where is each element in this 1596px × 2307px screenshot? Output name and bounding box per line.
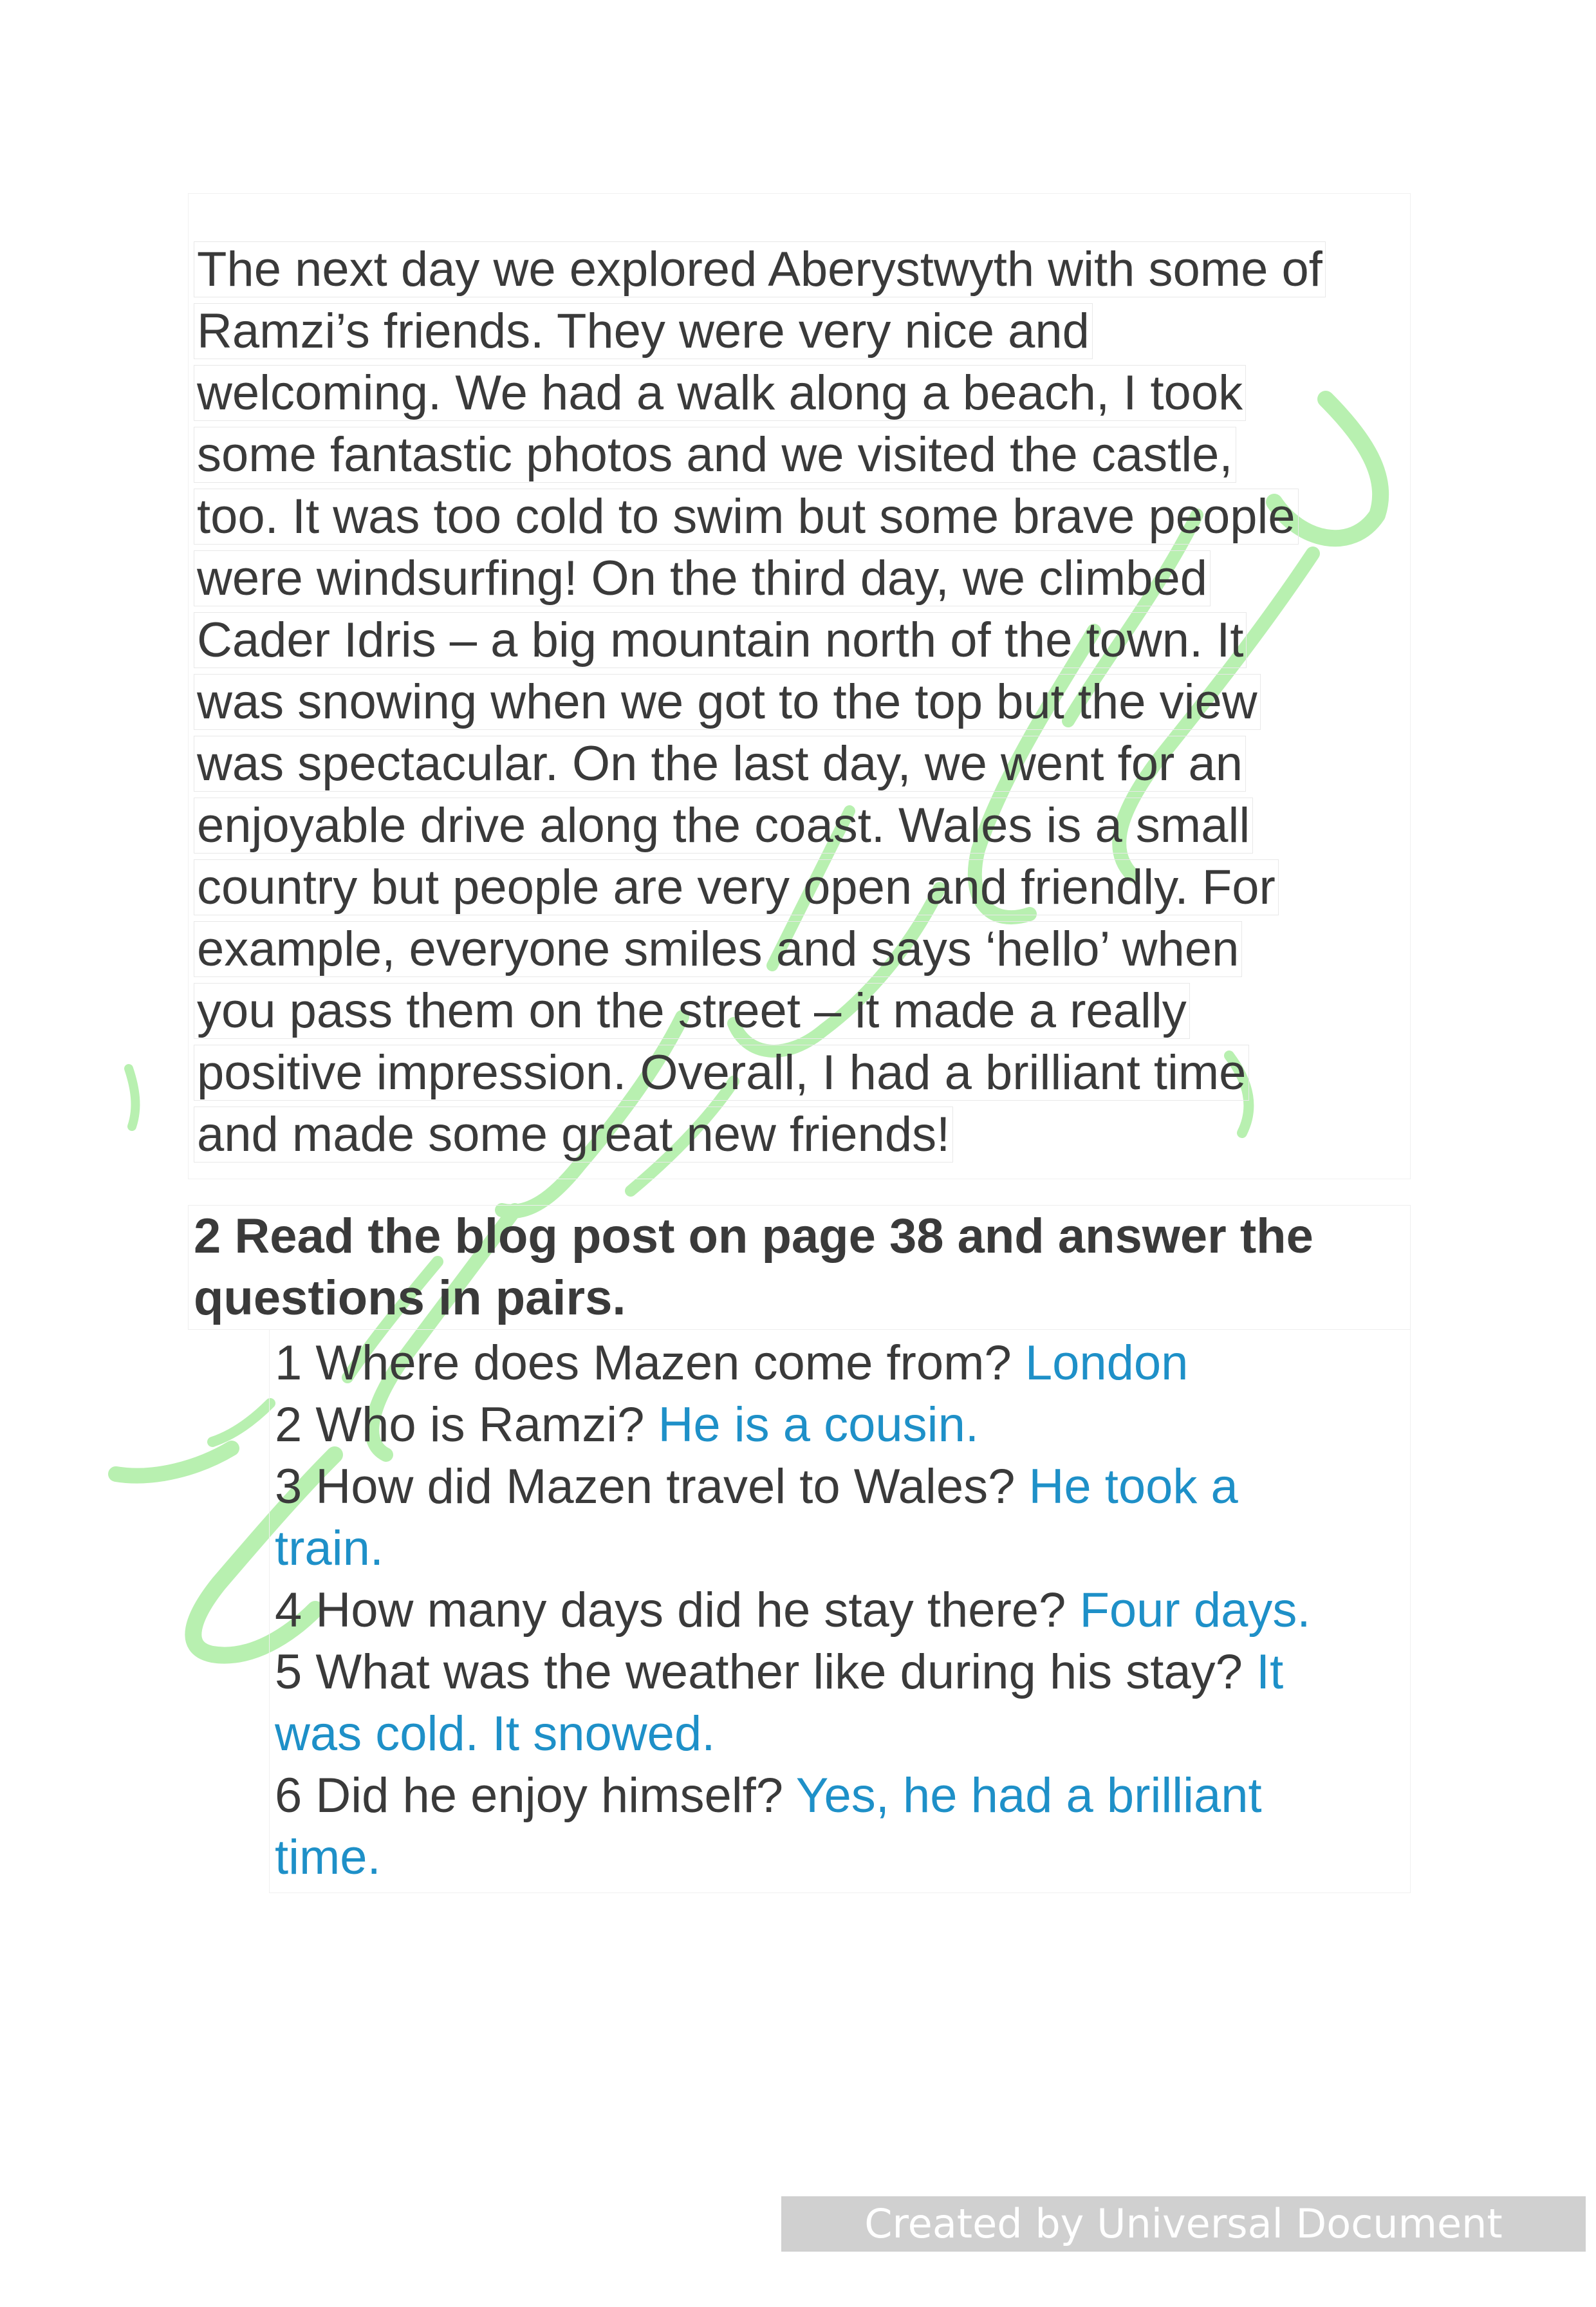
answer-continuation: time. — [275, 1830, 381, 1885]
question-item — [275, 1641, 1405, 1765]
passage-line: welcoming. We had a walk along a beach, I took — [194, 362, 1405, 424]
passage-line: example, everyone smiles and says ‘hello’ when — [194, 919, 1405, 980]
passage-line: was snowing when we got to the top but the view — [194, 671, 1405, 733]
passage-line: was spectacular. On the last day, we went for an — [194, 733, 1405, 795]
question-list — [269, 1330, 1411, 1893]
passage-line: too. It was too cold to swim but some brave people — [194, 486, 1405, 548]
answer-text: Yes, he had a brilliant — [795, 1768, 1262, 1823]
passage-line: Cader Idris – a big mountain north of the town. It — [194, 610, 1405, 671]
passage-line: you pass them on the street – it made a really — [194, 980, 1405, 1042]
question-text: 4 How many days did he stay there? — [275, 1583, 1080, 1638]
question-text: 6 Did he enjoy himself? — [275, 1768, 796, 1823]
task-heading — [188, 1205, 1411, 1330]
answer-continuation: was cold. It snowed. — [275, 1706, 716, 1761]
question-text: 5 What was the weather like during his stay? — [275, 1645, 1256, 1699]
question-item — [275, 1332, 1405, 1394]
answer-text: London — [1025, 1336, 1189, 1390]
passage-line: The next day we explored Aberystwyth with some of — [194, 239, 1405, 301]
answer-text: He is a cousin. — [658, 1397, 979, 1452]
answer-text: Four days. — [1079, 1583, 1311, 1638]
task-heading-line-2: questions in pairs. — [194, 1271, 626, 1325]
question-text: 1 Where does Mazen come from? — [275, 1336, 1025, 1390]
blog-passage — [188, 193, 1411, 1179]
question-text: 3 How did Mazen travel to Wales? — [275, 1459, 1029, 1514]
passage-line: enjoyable drive along the coast. Wales is a small — [194, 795, 1405, 857]
answer-text: He took a — [1028, 1459, 1238, 1514]
question-item — [275, 1394, 1405, 1456]
converter-badge: Created by Universal Document Converter — [781, 2196, 1586, 2252]
passage-line: were windsurfing! On the third day, we climbed — [194, 548, 1405, 610]
passage-line: positive impression. Overall, I had a brilliant time — [194, 1042, 1405, 1104]
question-item — [275, 1580, 1405, 1641]
task-heading-line-1: 2 Read the blog post on page 38 and answer the — [194, 1209, 1313, 1264]
question-item — [275, 1456, 1405, 1580]
question-text: 2 Who is Ramzi? — [275, 1397, 658, 1452]
answer-continuation: train. — [275, 1521, 384, 1576]
document-body — [188, 193, 1411, 1893]
question-item — [275, 1765, 1405, 1889]
answer-text: It — [1256, 1645, 1284, 1699]
passage-line: and made some great new friends! — [194, 1104, 1405, 1166]
passage-line: Ramzi’s friends. They were very nice and — [194, 301, 1405, 362]
passage-line: some fantastic photos and we visited the castle, — [194, 424, 1405, 486]
passage-line: country but people are very open and friendly. For — [194, 857, 1405, 919]
